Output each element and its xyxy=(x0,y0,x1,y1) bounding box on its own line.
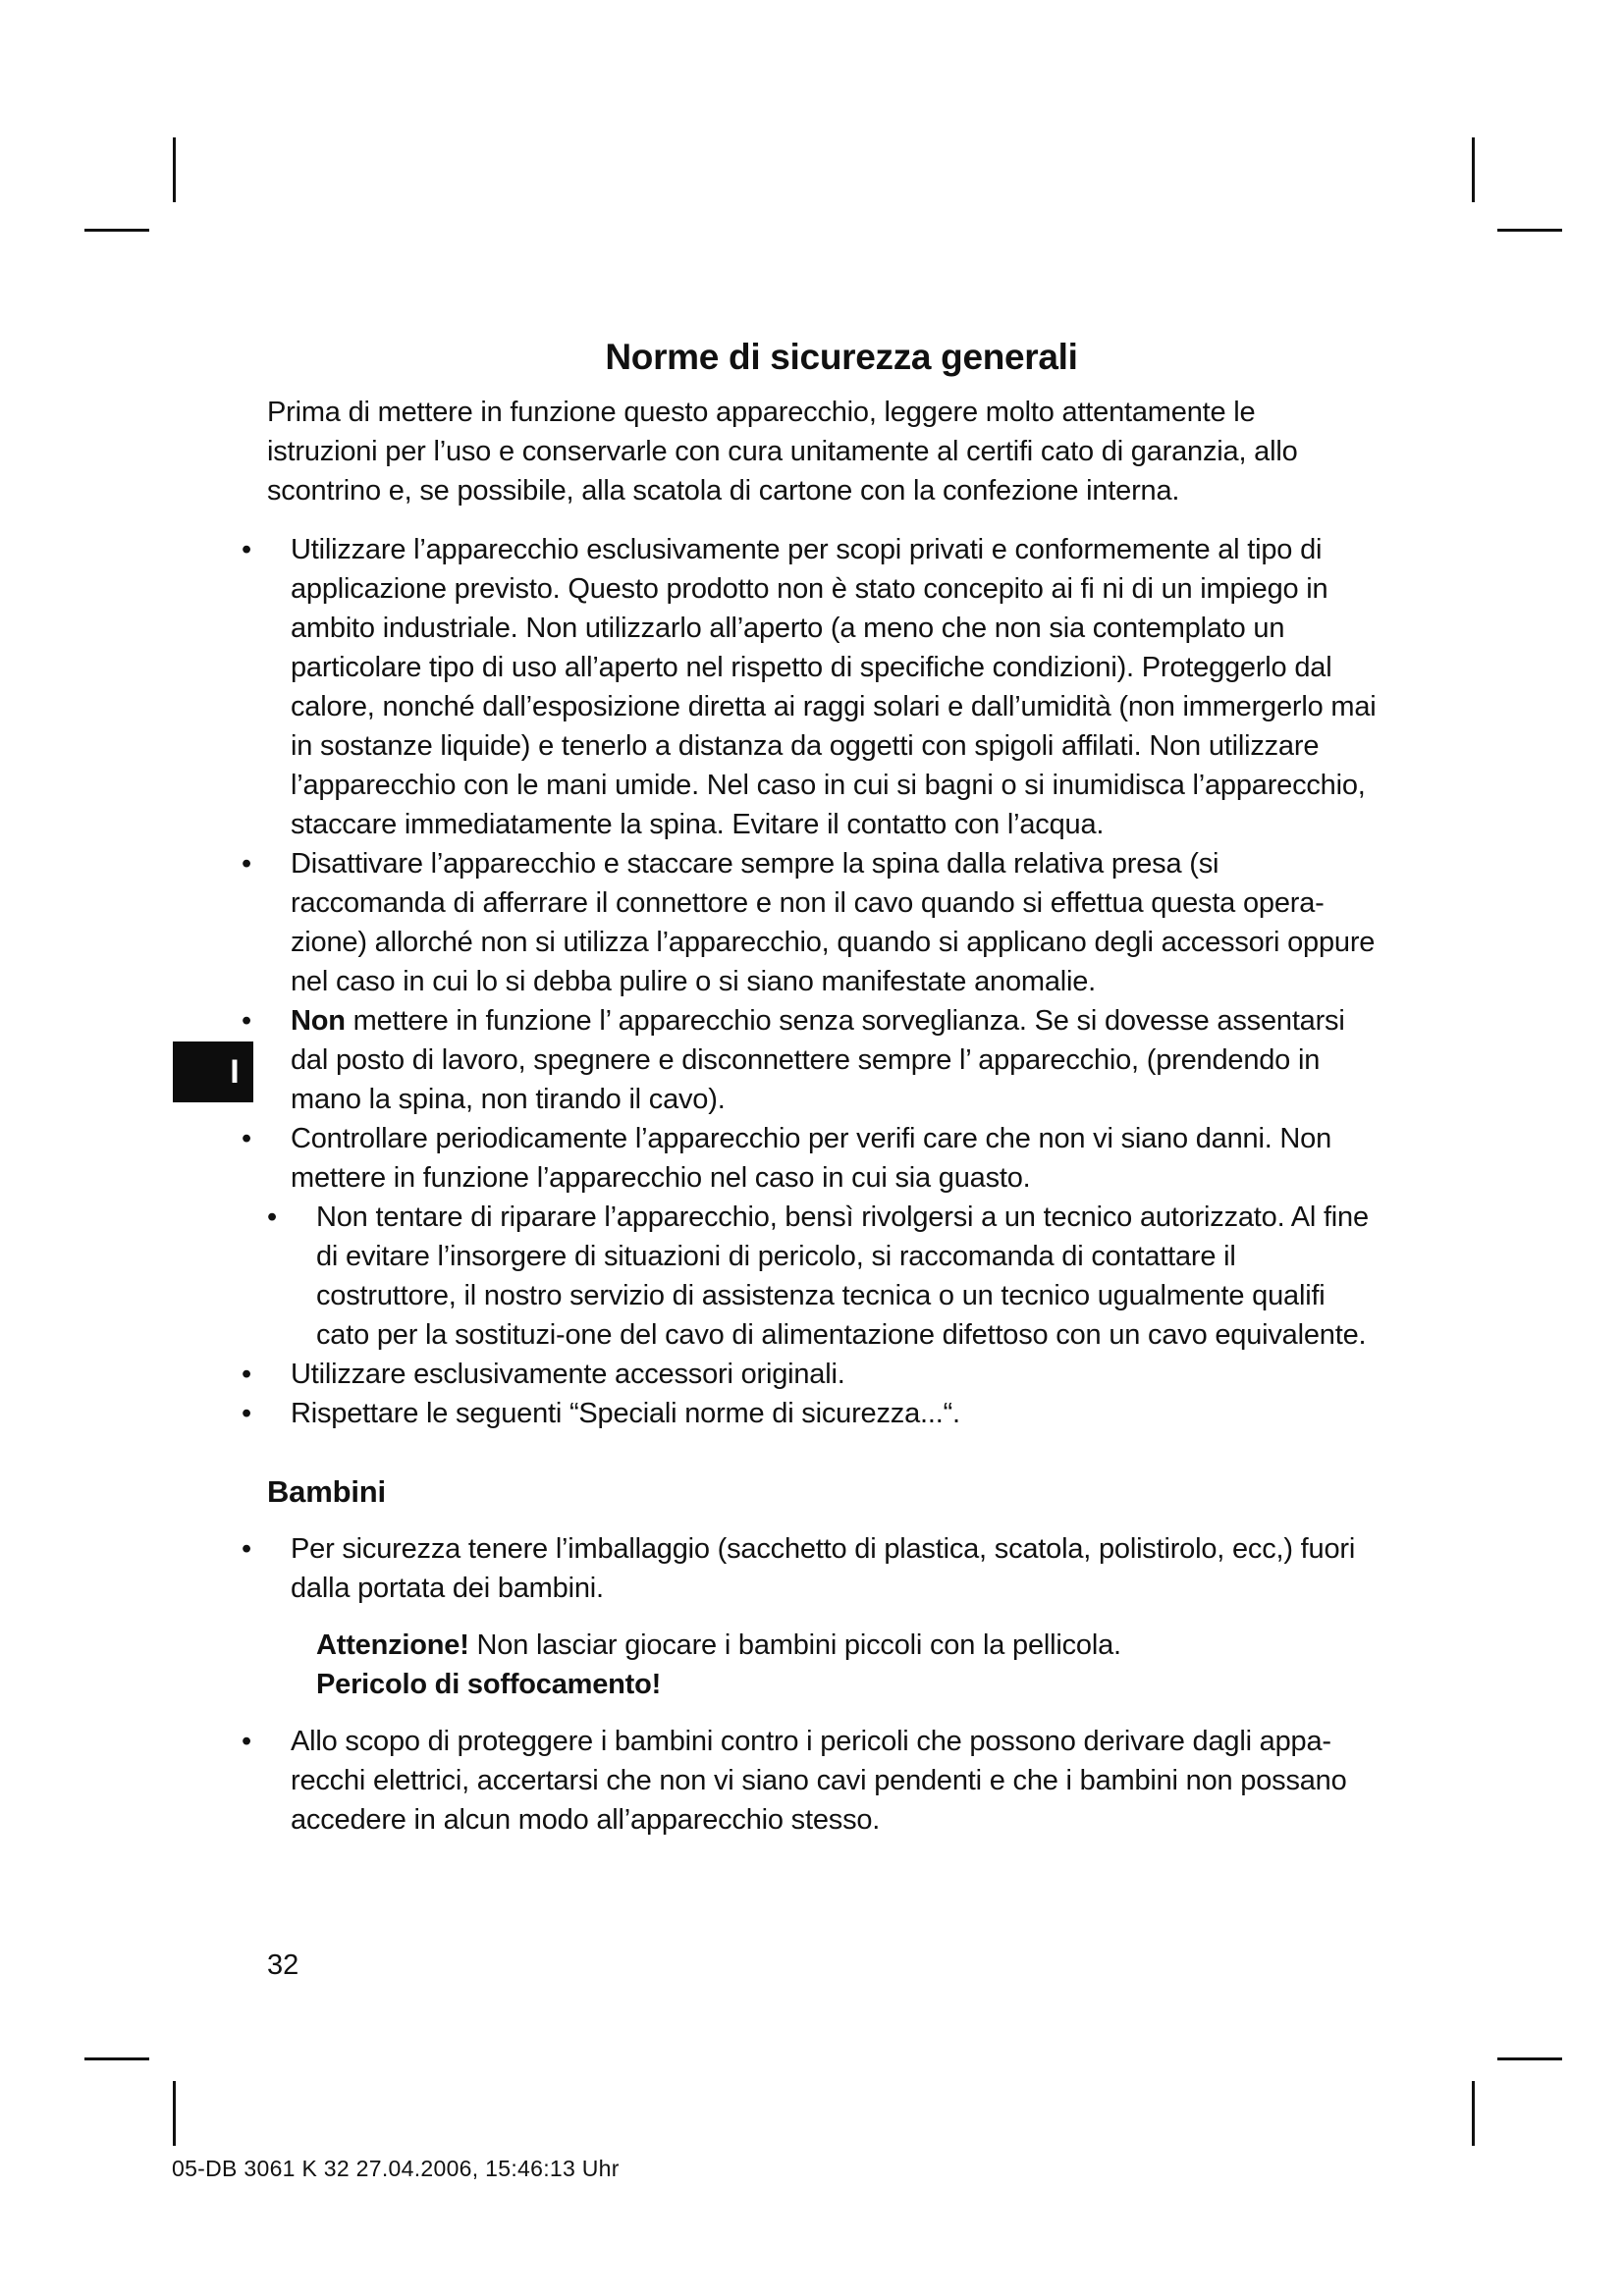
page-number: 32 xyxy=(267,1949,299,1981)
bullet-dot: • xyxy=(242,848,251,880)
suffocation-warning: Pericolo di soffocamento! xyxy=(316,1669,662,1700)
intro-paragraph: Prima di mettere in funzione questo apparecchio, leggere molto attentamente le istruzioni per l’uso e conservarle con cura unitamente al certifi cato di garanzia, allo scontrino e, se possibile, alla scatola di cartone con la confezione interna. xyxy=(267,397,1298,507)
list-item: • Per sicurezza tenere l’imballaggio (sacchetto di plastica, scatola, polistirolo, ecc,) fuori dalla portata dei bambini. xyxy=(242,1529,1377,1608)
crop-mark-top-left-vertical xyxy=(173,137,176,202)
crop-mark-top-right-horizontal xyxy=(1497,229,1562,232)
bullet-dot: • xyxy=(242,1359,251,1390)
list-item: • Non mettere in funzione l’ apparecchio senza sorveglianza. Se si dovesse assentarsi dal posto di lavoro, spegnere e disconnettere sempre l’ apparecchio, (prendendo in mano la spina, non tirando il cavo). xyxy=(242,1001,1377,1119)
language-tab: I xyxy=(173,1041,253,1102)
list-item: • Non tentare di riparare l’apparecchio, bensì rivolgersi a un tecnico autorizzato. Al fine di evitare l’insorgere di situazioni di pericolo, si raccomanda di contattare il costruttore, il nostro servizio di assistenza tecnica o un tecnico ugualmente qualifi cato per la sostituzi-one del cavo di alimentazione difettoso con un cavo equivalente. xyxy=(267,1198,1377,1355)
bullet-dot: • xyxy=(267,1201,277,1233)
page-title: Norme di sicurezza generali xyxy=(605,337,1078,377)
crop-mark-bottom-left-horizontal xyxy=(84,2057,149,2060)
crop-mark-bottom-left-vertical xyxy=(173,2081,176,2146)
crop-mark-bottom-right-vertical xyxy=(1472,2081,1475,2146)
warning-label: Attenzione! xyxy=(316,1629,469,1661)
bullet-dot: • xyxy=(242,1005,251,1037)
list-item: • Disattivare l’apparecchio e staccare sempre la spina dalla relativa presa (si raccomanda di afferrare il connettore e non il cavo quando si effettua questa opera-zione) allorché non si utilizza l’apparecchio, quando si applicano degli accessori oppure nel caso in cui lo si debba pulire o si siano manifestate anomalie. xyxy=(242,844,1377,1001)
children-list xyxy=(242,1529,1377,1608)
children-list-2 xyxy=(242,1722,1377,1840)
bullet-dot: • xyxy=(242,1123,251,1154)
warning-note: Attenzione! Non lasciar giocare i bambini piccoli con la pellicola. Pericolo di soffocamento! xyxy=(316,1629,1121,1700)
list-item: • Utilizzare l’apparecchio esclusivamente per scopi privati e conformemente al tipo di applicazione previsto. Questo prodotto non è stato concepito ai fi ni di un impiego in ambito industriale. Non utilizzarlo all’aperto (a meno che non sia contemplato un particolare tipo di uso all’aperto nel rispetto di specifiche condizioni). Proteggerlo dal calore, nonché dall’esposizione diretta ai raggi solari e dall’umidità (non immergerlo mai in sostanze liquide) e tenerlo a distanza da oggetti con spigoli affilati. Non utilizzare l’apparecchio con le mani umide. Nel caso in cui si bagni o si inumidisca l’apparecchio, staccare immediatamente la spina. Evitare il contatto con l’acqua. xyxy=(242,530,1377,844)
list-item: • Controllare periodicamente l’apparecchio per verifi care che non vi siano danni. Non mettere in funzione l’apparecchio nel caso in cui sia guasto. xyxy=(242,1119,1377,1198)
safety-list xyxy=(242,530,1377,1433)
bullet-dot: • xyxy=(242,1398,251,1429)
crop-mark-top-right-vertical xyxy=(1472,137,1475,202)
bullet-dot: • xyxy=(242,1726,251,1757)
crop-mark-bottom-right-horizontal xyxy=(1497,2057,1562,2060)
list-item: • Utilizzare esclusivamente accessori originali. xyxy=(242,1355,1377,1394)
crop-mark-top-left-horizontal xyxy=(84,229,149,232)
bullet-dot: • xyxy=(242,1533,251,1565)
children-heading: Bambini xyxy=(267,1474,386,1509)
list-item: • Rispettare le seguenti “Speciali norme di sicurezza...“. xyxy=(242,1394,1377,1433)
bullet-dot: • xyxy=(242,534,251,565)
page-content xyxy=(242,334,1377,1840)
print-footer: 05-DB 3061 K 32 27.04.2006, 15:46:13 Uhr xyxy=(172,2156,620,2181)
list-item: • Allo scopo di proteggere i bambini contro i pericoli che possono derivare dagli appa-recchi elettrici, accertarsi che non vi siano cavi pendenti e che i bambini non possano accedere in alcun modo all’apparecchio stesso. xyxy=(242,1722,1377,1840)
